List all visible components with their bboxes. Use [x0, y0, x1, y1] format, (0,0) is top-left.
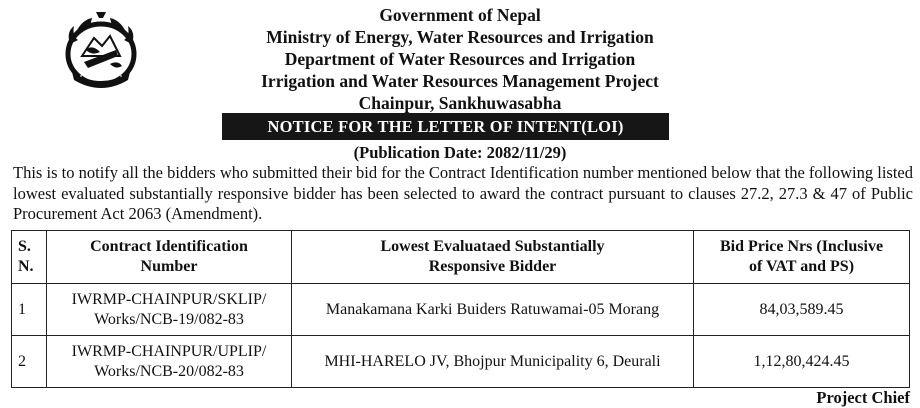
header-bidder: [292, 231, 694, 284]
header-bid-price: [694, 231, 910, 284]
row-contract-id: [47, 284, 292, 336]
row-bid-price: 84,03,589.45: [694, 284, 910, 336]
row-bid-price: 1,12,80,424.45: [694, 336, 910, 388]
header-price-line2: of VAT and PS): [748, 258, 855, 275]
publication-date: (Publication Date: 2082/11/29): [353, 143, 567, 162]
notice-body: This is to notify all the bidders who submitted their bid for the Contract Identification number mentioned below that the following listed lowest evaluated substantially responsive bidder has been selected to award the contract pursuant to clauses 27.2, 27.3 & 47 of Public Procurement Act 2063 (Amendment).: [13, 163, 913, 223]
table-header-row: [12, 231, 910, 284]
row-bidder: Manakamana Karki Buiders Ratuwamai-05 Morang: [292, 284, 694, 336]
header-contract-line2: Number: [140, 258, 198, 275]
office-location: Chainpur, Sankhuwasabha: [358, 93, 562, 113]
contract-id-line2: Works/NCB-20/082-83: [94, 362, 244, 380]
header-contract-line1: Contract Identification: [90, 238, 248, 255]
header-sn: [12, 231, 47, 284]
letterhead: [150, 4, 770, 114]
project-name: Irrigation and Water Resources Management Project: [261, 71, 659, 91]
header-contract-id: [47, 231, 292, 284]
header-bidder-line1: Lowest Evaluataed Substantially: [380, 238, 605, 255]
contract-id-line1: IWRMP-CHAINPUR/SKLIP/: [71, 290, 267, 308]
contract-id-line1: IWRMP-CHAINPUR/UPLIP/: [71, 342, 267, 360]
award-table: [11, 230, 910, 388]
contract-id-line2: Works/NCB-19/082-83: [94, 310, 244, 328]
table-row: [12, 336, 910, 388]
emblem-of-nepal-icon: [62, 10, 140, 92]
header-bidder-line2: Responsive Bidder: [428, 258, 557, 275]
row-sn: 2: [12, 336, 47, 388]
row-bidder: MHI-HARELO JV, Bhojpur Municipality 6, Deurali: [292, 336, 694, 388]
signatory-title: Project Chief: [816, 388, 910, 407]
header-sn-line1: S.: [18, 238, 31, 255]
table-row: [12, 284, 910, 336]
header-sn-line2: N.: [18, 258, 34, 275]
ministry-name: Ministry of Energy, Water Resources and Irrigation: [266, 27, 654, 47]
department-name: Department of Water Resources and Irrigation: [284, 49, 636, 69]
header-price-line1: Bid Price Nrs (Inclusive: [719, 238, 884, 255]
notice-title-banner: NOTICE FOR THE LETTER OF INTENT(LOI): [222, 113, 669, 140]
row-contract-id: [47, 336, 292, 388]
government-name: Government of Nepal: [379, 5, 541, 25]
row-sn: 1: [12, 284, 47, 336]
